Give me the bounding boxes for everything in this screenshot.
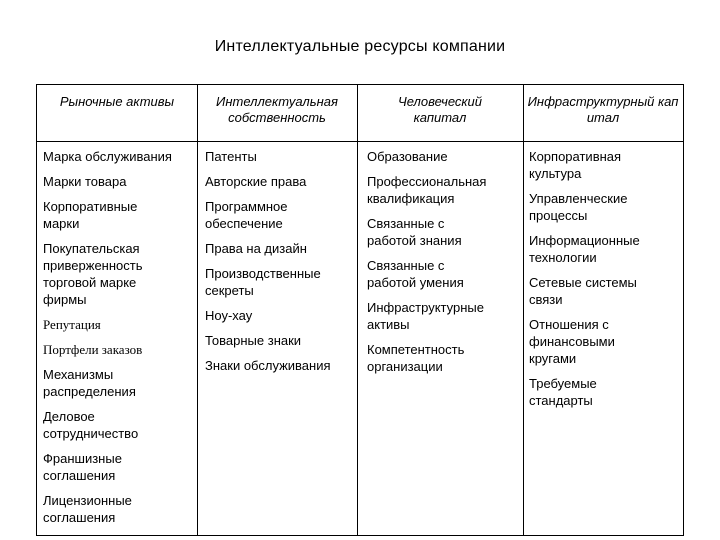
list-item: Марки товара bbox=[43, 174, 127, 189]
page-title: Интеллектуальные ресурсы компании bbox=[214, 38, 506, 55]
list-item: Репутация bbox=[43, 317, 101, 332]
header-intellectual-property: Интеллектуальная собственность bbox=[216, 94, 338, 125]
list-item: Профессиональная квалификация bbox=[367, 174, 487, 206]
resources-table bbox=[36, 84, 684, 536]
list-item: Знаки обслуживания bbox=[205, 358, 331, 373]
column-human-capital bbox=[367, 148, 517, 383]
list-item: Марка обслуживания bbox=[43, 149, 172, 164]
list-item: Компетентность организации bbox=[367, 342, 465, 374]
list-item: Отношения с финансовыми кругами bbox=[529, 317, 615, 366]
column-divider bbox=[523, 85, 524, 535]
column-divider bbox=[357, 85, 358, 535]
list-item: Инфраструктурные активы bbox=[367, 300, 484, 332]
list-item: Права на дизайн bbox=[205, 241, 307, 256]
list-item: Франшизные соглашения bbox=[43, 451, 122, 483]
list-item: Авторские права bbox=[205, 174, 307, 189]
list-item: Корпоративные марки bbox=[43, 199, 138, 231]
list-item: Производственные секреты bbox=[205, 266, 321, 298]
list-item: Управленческие процессы bbox=[529, 191, 628, 223]
list-item: Образование bbox=[367, 149, 448, 164]
header-human-capital: Человеческий капитал bbox=[397, 94, 483, 125]
list-item: Связанные с работой знания bbox=[367, 216, 462, 248]
list-item: Лицензионные соглашения bbox=[43, 493, 132, 525]
list-item: Программное обеспечение bbox=[205, 199, 288, 231]
column-divider bbox=[197, 85, 198, 535]
list-item: Деловое сотрудничество bbox=[43, 409, 139, 441]
list-item: Патенты bbox=[205, 149, 257, 164]
list-item: Сетевые системы связи bbox=[529, 275, 637, 307]
header-market-assets: Рыночные активы bbox=[59, 94, 175, 109]
list-item: Покупательская приверженность торговой марке фирмы bbox=[43, 241, 143, 307]
list-item: Ноу-хау bbox=[205, 308, 253, 323]
header-infrastructure-capital: Инфраструктурный капитал bbox=[527, 94, 679, 125]
list-item: Корпоративная культура bbox=[529, 149, 622, 181]
list-item: Портфели заказов bbox=[43, 342, 143, 357]
column-infrastructure-capital bbox=[529, 148, 679, 417]
list-item: Механизмы распределения bbox=[43, 367, 136, 399]
list-item: Информационные технологии bbox=[529, 233, 640, 265]
column-market-assets bbox=[43, 148, 193, 534]
list-item: Связанные с работой умения bbox=[367, 258, 464, 290]
list-item: Товарные знаки bbox=[205, 333, 302, 348]
column-intellectual-property bbox=[205, 148, 353, 382]
list-item: Требуемые стандарты bbox=[529, 376, 597, 408]
table-header-row bbox=[37, 85, 683, 142]
